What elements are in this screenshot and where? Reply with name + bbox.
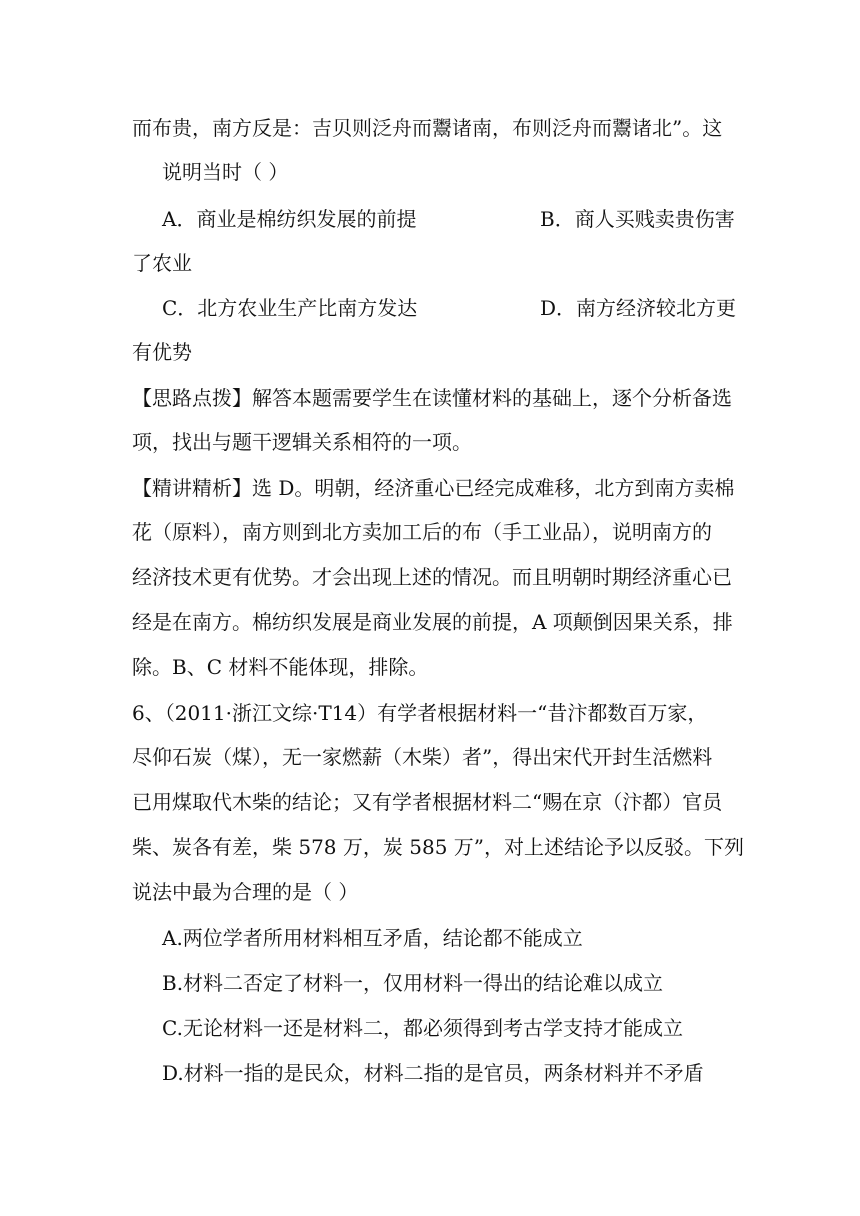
option-row [162, 296, 762, 320]
hint-paragraph: 项，找出与题干逻辑关系相符的一项。 [132, 430, 472, 454]
q6-option-b: B.材料二否定了材料一，仅用材料一得出的结论难以成立 [162, 971, 664, 995]
option-row [162, 207, 762, 231]
question-6: 6、（2011·浙江文综·T14）有学者根据材料一“昔汴都数百万家， [132, 701, 708, 725]
q6-option-d: D.材料一指的是民众，材料二指的是官员，两条材料并不矛盾 [162, 1061, 704, 1085]
option-c: C．北方农业生产比南方发达 [162, 296, 418, 320]
analysis-paragraph: 花（原料），南方则到北方卖加工后的布（手工业品），说明南方的 [132, 520, 712, 544]
question-6: 柴、炭各有差，柴 578 万，炭 585 万”，对上述结论予以反驳。下列 [132, 835, 745, 859]
question-6: 说法中最为合理的是（ ） [132, 880, 359, 904]
analysis-paragraph: 经济技术更有优势。才会出现上述的情况。而且明朝时期经济重心已 [132, 565, 732, 589]
analysis-paragraph: 【精讲精析】选 D。明朝，经济重心已经完成难移，北方到南方卖棉 [132, 476, 735, 500]
option-b-continued: 了农业 [132, 251, 192, 275]
question-6: 已用煤取代木柴的结论；又有学者根据材料二“赐在京（汴都）官员 [132, 790, 723, 814]
analysis-paragraph: 经是在南方。棉纺织发展是商业发展的前提，A 项颠倒因果关系，排 [132, 610, 733, 634]
question-6: 尽仰石炭（煤），无一家燃薪（木柴）者”，得出宋代开封生活燃料 [132, 745, 713, 769]
option-b: B．商人买贱卖贵伤害 [540, 207, 735, 231]
question-stem: 说明当时（ ） [162, 160, 289, 184]
q6-option-c: C.无论材料一还是材料二，都必须得到考古学支持才能成立 [162, 1016, 683, 1040]
q6-option-a: A.两位学者所用材料相互矛盾，结论都不能成立 [162, 926, 583, 950]
option-a: A．商业是棉纺织发展的前提 [162, 207, 417, 231]
option-d: D．南方经济较北方更 [540, 296, 737, 320]
analysis-paragraph: 除。B、C 材料不能体现，排除。 [132, 655, 429, 679]
hint-paragraph: 【思路点拨】解答本题需要学生在读懂材料的基础上，逐个分析备选 [132, 386, 732, 410]
option-d-continued: 有优势 [132, 340, 192, 364]
text-line: 而布贵，南方反是：吉贝则泛舟而鬻诸南，布则泛舟而鬻诸北”。这 [132, 116, 723, 140]
